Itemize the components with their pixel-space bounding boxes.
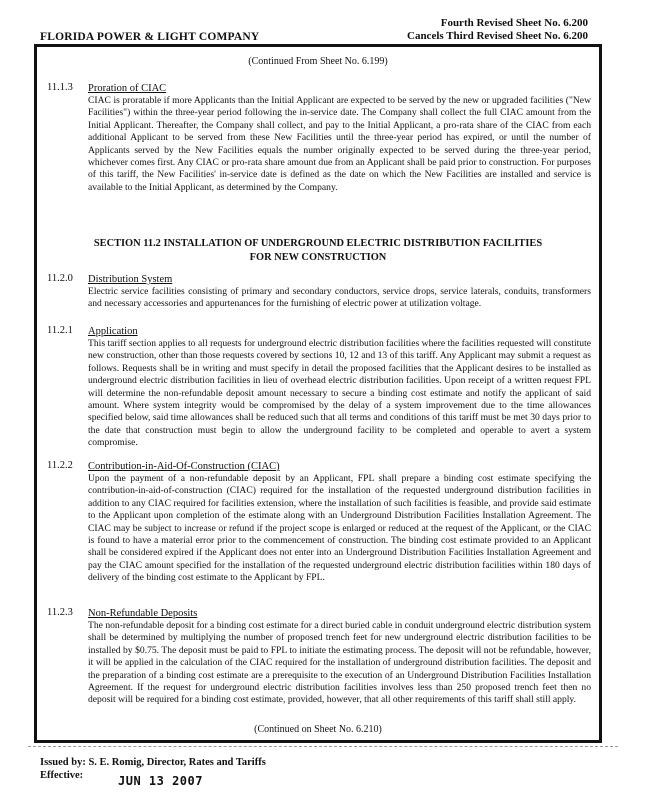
section-number: 11.1.3 [47, 82, 73, 93]
section-number: 11.2.0 [47, 273, 73, 284]
tariff-page-frame [34, 44, 602, 743]
section-heading-line1: SECTION 11.2 INSTALLATION OF UNDERGROUND ELECTRIC DISTRIBUTION FACILITIES [93, 238, 543, 249]
section-title: Contribution-in-Aid-Of-Construction (CIAC) [88, 461, 280, 472]
continued-on-note: (Continued on Sheet No. 6.210) [254, 724, 382, 735]
section-text: Upon the payment of a non-refundable deposit by an Applicant, FPL shall prepare a binding cost estimate specifying the contribution-in-aid-of-construction (CIAC) required for the installation of the requested underground distribution facilities in addition to any CIAC required for facilities extension, where the installation of such facilities is feasible, and provide said estimate to the Applicant upon completion of the estimate along with an Underground Distribution Facilities Installation Agreement. The CIAC may be subject to increase or refund if the project scope is enlarged or reduced at the request of the Applicant, or the CIAC is found to have a material error prior to the commencement of construction. The binding cost estimate provided to an Applicant shall be considered expired if the Applicant does not enter into an Underground Distribution Facilities Installation Agreement and pay the CIAC amount specified for the installation of the requested underground electric distribution facilities within 180 days of delivery of the binding cost estimate to the Applicant by FPL. [88, 473, 591, 584]
section-title: Distribution System [88, 274, 173, 285]
section-11-2-0 [47, 273, 591, 311]
sheet-revision: Fourth Revised Sheet No. 6.200 [440, 17, 588, 29]
section-heading-line2: FOR NEW CONSTRUCTION [249, 251, 387, 263]
section-11-2-2 [47, 460, 591, 585]
company-name: FLORIDA POWER & LIGHT COMPANY [40, 31, 260, 43]
section-11-1-3 [47, 82, 591, 194]
section-text: CIAC is proratable if more Applicants than the Initial Applicant are expected to be served by the new or upgraded facilities ("New Facilities") within the three-year period following the in-service date. The Company shall collect the full CIAC amount from the Initial Applicant. Thereafter, the Company shall collect, and pay to the Initial Applicant, a pro-rata share of the CIAC from each additional Applicant to be served from these New Facilities until the three-year period has expired, or until the number of Applicants served by the New Facilities equals the number originally expected to be served during the three-year period, whichever comes first. Any CIAC or pro-rata share amount due from an Applicant shall be paid prior to construction. For purposes of this tariff, the New Facilities' in-service date is defined as the date on which the New Facilities are installed and service is available to the Initial Applicant, as determined by the Company. [88, 95, 591, 193]
issued-by-value: S. E. Romig, Director, Rates and Tariffs [88, 757, 266, 768]
section-11-2-1 [47, 325, 591, 450]
section-text: This tariff section applies to all requests for underground electric distribution facilities where the facilities requested will constitute new construction, other than those requests covered by sections 10, 12 and 13 of this tariff. Any Applicant may submit a request as follows. Requests shall be in writing and must specify in detail the proposed facilities that the Applicant desires to be installed as underground electric distribution facilities in lieu of overhead electric distribution facilities. Upon receipt of a written request FPL will determine the non-refundable deposit amount necessary to secure a binding cost estimate and notify the applicant of said amount. Where system integrity would be compromised by the delay of a system improvement due to the time allowances specified below, said time allowances shall be reduced such that all terms and conditions of this tariff must be met 30 days prior to the date that construction must begin to allow the underground facility to be completed and operable to avert a system compromise. [88, 338, 591, 449]
divider [28, 746, 618, 747]
section-text: The non-refundable deposit for a binding cost estimate for a direct buried cable in conduit underground electric distribution system shall be determined by multiplying the number of proposed trench feet for new underground electric distribution facilities to be installed by $0.75. The deposit must be paid to FPL to initiate the estimating process. The deposit will not be refundable, however, it will be applied in the calculation of the CIAC required for the installation of underground distribution facilities. The deposit and the preparation of a binding cost estimate are a prerequisite to the execution of an Underground Distribution Facilities Installation Agreement. If the request for underground electric distribution facilities involves less than 250 proposed trench feet then no deposit will be required for a binding cost estimate, provided, however, that all other requirements of this tariff shall still apply. [88, 620, 591, 706]
sheet-cancels: Cancels Third Revised Sheet No. 6.200 [407, 30, 588, 42]
sheet-number-block [407, 17, 588, 43]
section-heading [77, 237, 559, 264]
section-11-2-3 [47, 607, 591, 707]
effective-date-stamp: JUN 13 2007 [118, 774, 203, 788]
section-title: Application [88, 326, 138, 337]
section-title: Proration of CIAC [88, 83, 167, 94]
section-number: 11.2.3 [47, 607, 73, 618]
section-number: 11.2.2 [47, 460, 73, 471]
effective-label: Effective: [40, 770, 84, 781]
issued-by-row [40, 756, 266, 769]
section-text: Electric service facilities consisting of primary and secondary conductors, service drops, service laterals, conduits, transformers and necessary accessories and appurtenances for the furnishing of electric power at utilization voltage. [88, 286, 591, 310]
continued-from-note: (Continued From Sheet No. 6.199) [248, 56, 388, 67]
issued-by-label: Issued by: [40, 757, 86, 768]
section-title: Non-Refundable Deposits [88, 608, 198, 619]
section-number: 11.2.1 [47, 325, 73, 336]
